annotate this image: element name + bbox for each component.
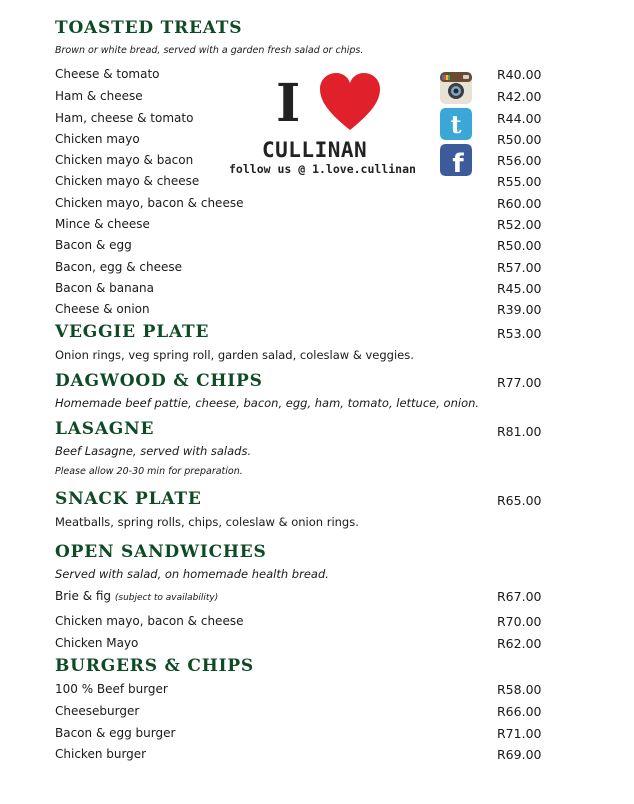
menu-item-name: Chicken Mayo (55, 636, 139, 650)
menu-item-price: R69.00 (497, 747, 542, 762)
menu-item-name: Bacon & banana (55, 281, 155, 295)
section-note-lasagne: Please allow 20-30 min for preparation. (55, 466, 243, 477)
section-desc-veggie-plate: Onion rings, veg spring roll, garden salad, coleslaw & veggies. (55, 348, 414, 362)
menu-item-price: R53.00 (497, 326, 542, 341)
menu-item-name: Ham & cheese (55, 89, 143, 103)
menu-item-name: Cheese & onion (55, 302, 150, 316)
section-title-open-sandwiches: OPEN SANDWICHES (55, 542, 267, 562)
menu-item-price: R50.00 (497, 238, 542, 253)
menu-item-name: Bacon & egg (55, 238, 132, 252)
section-desc-snack-plate: Meatballs, spring rolls, chips, coleslaw & onion rings. (55, 515, 359, 529)
menu-item-price: R44.00 (497, 111, 542, 126)
logo-cullinan: CULLINAN (262, 138, 368, 162)
menu-item-name: Ham, cheese & tomato (55, 111, 194, 125)
instagram-icon[interactable] (440, 72, 472, 104)
menu-item-label: Brie & fig (55, 589, 112, 603)
menu-item-name: Chicken mayo (55, 132, 140, 146)
menu-item-name: 100 % Beef burger (55, 682, 168, 696)
twitter-icon[interactable] (440, 108, 472, 140)
menu-item-price: R55.00 (497, 174, 542, 189)
menu-item-name: Chicken mayo & cheese (55, 174, 200, 188)
menu-item-price: R39.00 (497, 302, 542, 317)
section-title-dagwood-chips: DAGWOOD & CHIPS (55, 371, 263, 391)
menu-item-price: R50.00 (497, 132, 542, 147)
menu-item-name: Chicken mayo, bacon & cheese (55, 614, 244, 628)
menu-item-name: Bacon, egg & cheese (55, 260, 182, 274)
section-desc-open-sandwiches: Served with salad, on homemade health bread. (55, 567, 329, 581)
menu-item-name: Chicken mayo, bacon & cheese (55, 196, 244, 210)
heart-icon (318, 72, 382, 132)
menu-item-name: Bacon & egg burger (55, 726, 176, 740)
section-title-toasted-treats: TOASTED TREATS (55, 18, 243, 38)
menu-item-name: Chicken burger (55, 747, 147, 761)
menu-item-price: R66.00 (497, 704, 542, 719)
menu-item-price: R77.00 (497, 375, 542, 390)
menu-item-price: R70.00 (497, 614, 542, 629)
logo-letter-i: I (276, 73, 301, 134)
section-title-lasagne: LASAGNE (55, 419, 155, 439)
section-desc-lasagne: Beef Lasagne, served with salads. (55, 444, 252, 458)
menu-item-price: R58.00 (497, 682, 542, 697)
menu-item-name: Mince & cheese (55, 217, 150, 231)
menu-item-name (55, 589, 218, 603)
menu-item-price: R45.00 (497, 281, 542, 296)
section-title-burgers-chips: BURGERS & CHIPS (55, 656, 254, 676)
section-title-snack-plate: SNACK PLATE (55, 489, 202, 509)
menu-item-name: Chicken mayo & bacon (55, 153, 194, 167)
menu-item-name: Cheese & tomato (55, 67, 160, 81)
section-desc-dagwood-chips: Homemade beef pattie, cheese, bacon, egg, ham, tomato, lettuce, onion. (55, 396, 480, 410)
menu-item-price: R65.00 (497, 493, 542, 508)
menu-item-price: R42.00 (497, 89, 542, 104)
menu-item-price: R71.00 (497, 726, 542, 741)
svg-text:t: t (450, 110, 462, 139)
menu-item-price: R56.00 (497, 153, 542, 168)
section-title-veggie-plate: VEGGIE PLATE (55, 322, 210, 342)
facebook-icon[interactable] (440, 144, 472, 176)
menu-item-price: R62.00 (497, 636, 542, 651)
menu-item-note: (subject to availability) (114, 593, 219, 603)
svg-text:f: f (452, 149, 464, 176)
logo-follow-text: follow us @ 1.love.cullinan (229, 162, 416, 176)
menu-item-price: R81.00 (497, 424, 542, 439)
menu-item-price: R52.00 (497, 217, 542, 232)
menu-item-price: R60.00 (497, 196, 542, 211)
menu-item-price: R67.00 (497, 589, 542, 604)
menu-item-price: R57.00 (497, 260, 542, 275)
section-desc-toasted-treats: Brown or white bread, served with a garden fresh salad or chips. (55, 45, 364, 56)
menu-item-name: Cheeseburger (55, 704, 140, 718)
menu-item-price: R40.00 (497, 67, 542, 82)
